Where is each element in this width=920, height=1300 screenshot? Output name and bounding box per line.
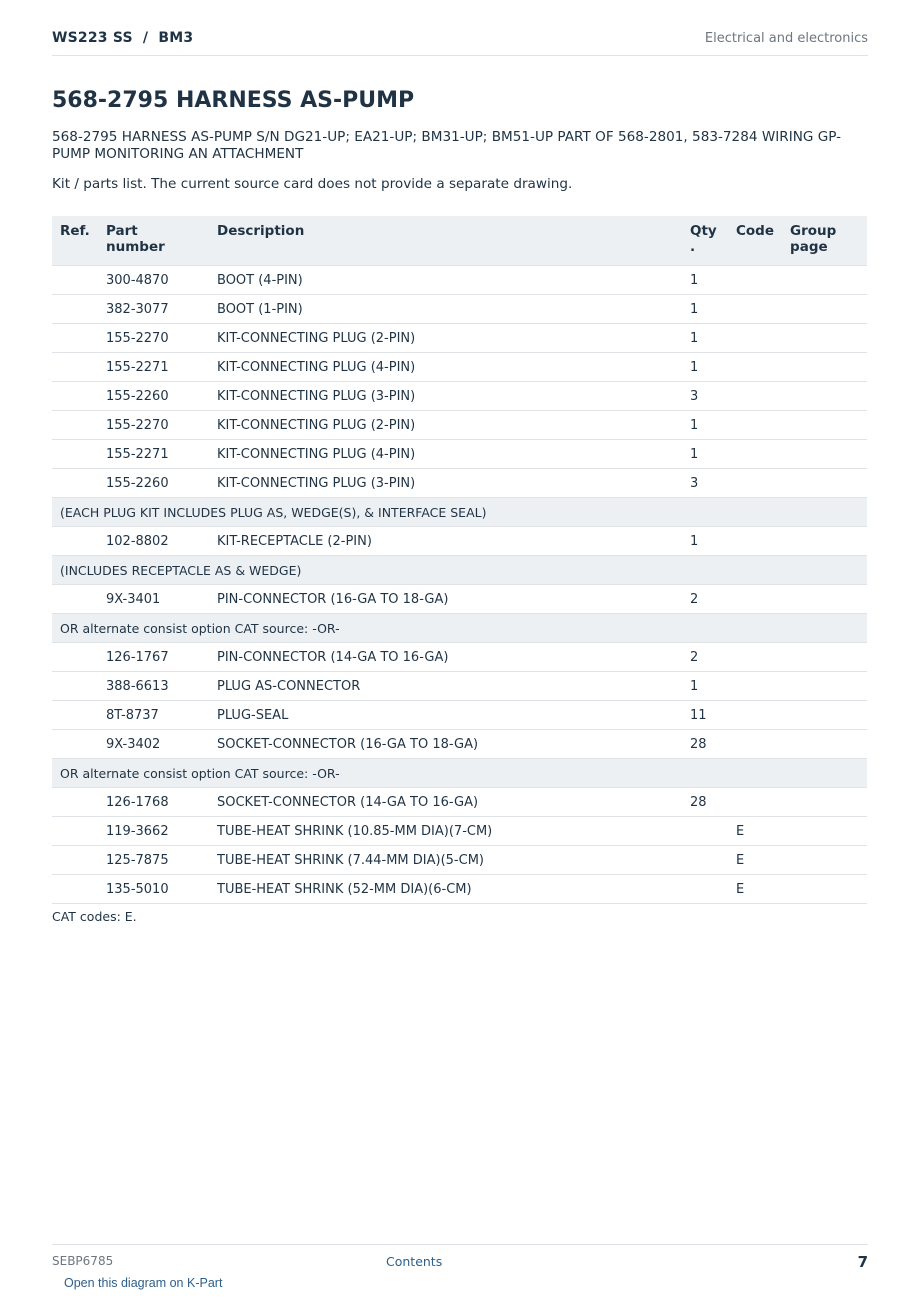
cat-codes: CAT codes: E. <box>52 909 137 924</box>
description-cell: BOOT (4-PIN) <box>209 266 682 295</box>
qty-cell: 1 <box>682 440 728 469</box>
description-cell: KIT-CONNECTING PLUG (4-PIN) <box>209 353 682 382</box>
table-row <box>52 701 867 730</box>
qty-cell: 28 <box>682 730 728 759</box>
page-footer <box>52 1244 868 1275</box>
table-row <box>52 353 867 382</box>
header-code: Code <box>728 216 782 266</box>
part-number-cell: 382-3077 <box>98 295 209 324</box>
group-page-cell <box>782 440 867 469</box>
qty-cell: 11 <box>682 701 728 730</box>
group-page-cell <box>782 730 867 759</box>
part-number-cell: 9X-3401 <box>98 585 209 614</box>
breadcrumb: WS223 SS / BM3 <box>52 30 194 46</box>
ref-cell <box>52 295 98 324</box>
page-number: 7 <box>857 1253 868 1271</box>
page-title: 568-2795 HARNESS AS-PUMP <box>52 88 415 113</box>
group-page-cell <box>782 875 867 904</box>
description-cell: KIT-RECEPTACLE (2-PIN) <box>209 527 682 556</box>
ref-cell <box>52 324 98 353</box>
source-note: Kit / parts list. The current source card does not provide a separate drawing. <box>52 176 573 192</box>
table-row <box>52 295 867 324</box>
group-page-cell <box>782 295 867 324</box>
qty-cell: 3 <box>682 469 728 498</box>
part-number-cell: 125-7875 <box>98 846 209 875</box>
ref-cell <box>52 527 98 556</box>
qty-cell: 2 <box>682 643 728 672</box>
qty-cell <box>682 846 728 875</box>
table-row <box>52 382 867 411</box>
header-part-number: Part number <box>98 216 209 266</box>
group-page-cell <box>782 324 867 353</box>
code-cell <box>728 527 782 556</box>
qty-cell: 1 <box>682 266 728 295</box>
qty-cell: 3 <box>682 382 728 411</box>
table-body <box>52 266 867 904</box>
description-cell: KIT-CONNECTING PLUG (3-PIN) <box>209 469 682 498</box>
ref-cell <box>52 875 98 904</box>
qty-cell <box>682 817 728 846</box>
ref-cell <box>52 469 98 498</box>
ref-cell <box>52 382 98 411</box>
ref-cell <box>52 788 98 817</box>
group-page-cell <box>782 411 867 440</box>
ref-cell <box>52 353 98 382</box>
header-qty: Qty . <box>682 216 728 266</box>
qty-cell <box>682 875 728 904</box>
ref-cell <box>52 701 98 730</box>
group-page-cell <box>782 846 867 875</box>
code-cell: E <box>728 817 782 846</box>
code-cell <box>728 440 782 469</box>
ref-cell <box>52 672 98 701</box>
table-row <box>52 788 867 817</box>
code-cell <box>728 411 782 440</box>
group-page-cell <box>782 817 867 846</box>
description-cell: KIT-CONNECTING PLUG (3-PIN) <box>209 382 682 411</box>
part-number-cell: 155-2260 <box>98 469 209 498</box>
group-page-cell <box>782 353 867 382</box>
table-note-row <box>52 556 867 585</box>
note-cell: (EACH PLUG KIT INCLUDES PLUG AS, WEDGE(S), & INTERFACE SEAL) <box>52 498 867 527</box>
code-cell <box>728 266 782 295</box>
ref-cell <box>52 411 98 440</box>
table-row <box>52 324 867 353</box>
contents-link[interactable]: Contents <box>386 1254 443 1269</box>
note-cell: OR alternate consist option CAT source: -OR- <box>52 759 867 788</box>
group-page-cell <box>782 585 867 614</box>
ref-cell <box>52 846 98 875</box>
description-cell: KIT-CONNECTING PLUG (2-PIN) <box>209 324 682 353</box>
qty-cell: 1 <box>682 324 728 353</box>
description-cell: KIT-CONNECTING PLUG (4-PIN) <box>209 440 682 469</box>
group-page-cell <box>782 527 867 556</box>
part-number-cell: 119-3662 <box>98 817 209 846</box>
code-cell <box>728 672 782 701</box>
code-cell: E <box>728 846 782 875</box>
group-page-cell <box>782 382 867 411</box>
table-header-row <box>52 216 867 266</box>
table-row <box>52 469 867 498</box>
part-number-cell: 135-5010 <box>98 875 209 904</box>
table-row <box>52 846 867 875</box>
qty-cell: 28 <box>682 788 728 817</box>
table-row <box>52 440 867 469</box>
description-cell: PIN-CONNECTOR (16-GA TO 18-GA) <box>209 585 682 614</box>
description-cell: KIT-CONNECTING PLUG (2-PIN) <box>209 411 682 440</box>
table-row <box>52 875 867 904</box>
code-cell <box>728 324 782 353</box>
table-row <box>52 266 867 295</box>
code-cell <box>728 643 782 672</box>
note-cell: OR alternate consist option CAT source: -OR- <box>52 614 867 643</box>
table-row <box>52 643 867 672</box>
code-cell <box>728 730 782 759</box>
section-label: Electrical and electronics <box>704 31 868 46</box>
part-number-cell: 300-4870 <box>98 266 209 295</box>
part-number-cell: 388-6613 <box>98 672 209 701</box>
table-row <box>52 411 867 440</box>
table-row <box>52 730 867 759</box>
ref-cell <box>52 730 98 759</box>
description-cell: SOCKET-CONNECTOR (16-GA TO 18-GA) <box>209 730 682 759</box>
qty-cell: 1 <box>682 672 728 701</box>
description-cell: TUBE-HEAT SHRINK (10.85-MM DIA)(7-CM) <box>209 817 682 846</box>
description-cell: PIN-CONNECTOR (14-GA TO 16-GA) <box>209 643 682 672</box>
ref-cell <box>52 585 98 614</box>
ref-cell <box>52 266 98 295</box>
group-page-cell <box>782 469 867 498</box>
code-cell <box>728 382 782 411</box>
description-cell: TUBE-HEAT SHRINK (52-MM DIA)(6-CM) <box>209 875 682 904</box>
part-number-cell: 126-1767 <box>98 643 209 672</box>
table-note-row <box>52 614 867 643</box>
code-cell <box>728 295 782 324</box>
part-number-cell: 102-8802 <box>98 527 209 556</box>
part-number-cell: 155-2271 <box>98 353 209 382</box>
table-row <box>52 527 867 556</box>
code-cell <box>728 469 782 498</box>
table-row <box>52 817 867 846</box>
part-number-cell: 126-1768 <box>98 788 209 817</box>
ref-cell <box>52 817 98 846</box>
table-row <box>52 585 867 614</box>
part-number-cell: 9X-3402 <box>98 730 209 759</box>
group-page-cell <box>782 266 867 295</box>
description-cell: TUBE-HEAT SHRINK (7.44-MM DIA)(5-CM) <box>209 846 682 875</box>
document-id: SEBP6785 <box>52 1254 114 1268</box>
page-header <box>52 28 868 56</box>
group-page-cell <box>782 672 867 701</box>
part-number-cell: 8T-8737 <box>98 701 209 730</box>
group-page-cell <box>782 788 867 817</box>
description-cell: BOOT (1-PIN) <box>209 295 682 324</box>
open-diagram-link[interactable]: Open this diagram on K-Part <box>64 1276 223 1290</box>
table-note-row <box>52 759 867 788</box>
group-page-cell <box>782 643 867 672</box>
part-number-cell: 155-2270 <box>98 324 209 353</box>
ref-cell <box>52 440 98 469</box>
header-group-page: Group page <box>782 216 867 266</box>
header-ref: Ref. <box>52 216 98 266</box>
qty-cell: 1 <box>682 353 728 382</box>
code-cell <box>728 788 782 817</box>
qty-cell: 1 <box>682 527 728 556</box>
code-cell <box>728 701 782 730</box>
part-number-cell: 155-2260 <box>98 382 209 411</box>
page-subtitle: 568-2795 HARNESS AS-PUMP S/N DG21-UP; EA21-UP; BM31-UP; BM51-UP PART OF 568-2801, 583-7284 WIRING GP-PUMP MONITORING AN ATTACHMENT <box>52 129 842 162</box>
ref-cell <box>52 643 98 672</box>
part-number-cell: 155-2271 <box>98 440 209 469</box>
part-number-cell: 155-2270 <box>98 411 209 440</box>
qty-cell: 1 <box>682 411 728 440</box>
code-cell: E <box>728 875 782 904</box>
description-cell: SOCKET-CONNECTOR (14-GA TO 16-GA) <box>209 788 682 817</box>
code-cell <box>728 585 782 614</box>
description-cell: PLUG-SEAL <box>209 701 682 730</box>
table-row <box>52 672 867 701</box>
code-cell <box>728 353 782 382</box>
qty-cell: 1 <box>682 295 728 324</box>
table-note-row <box>52 498 867 527</box>
group-page-cell <box>782 701 867 730</box>
qty-cell: 2 <box>682 585 728 614</box>
note-cell: (INCLUDES RECEPTACLE AS & WEDGE) <box>52 556 867 585</box>
description-cell: PLUG AS-CONNECTOR <box>209 672 682 701</box>
header-description: Description <box>209 216 682 266</box>
parts-table <box>52 216 867 904</box>
